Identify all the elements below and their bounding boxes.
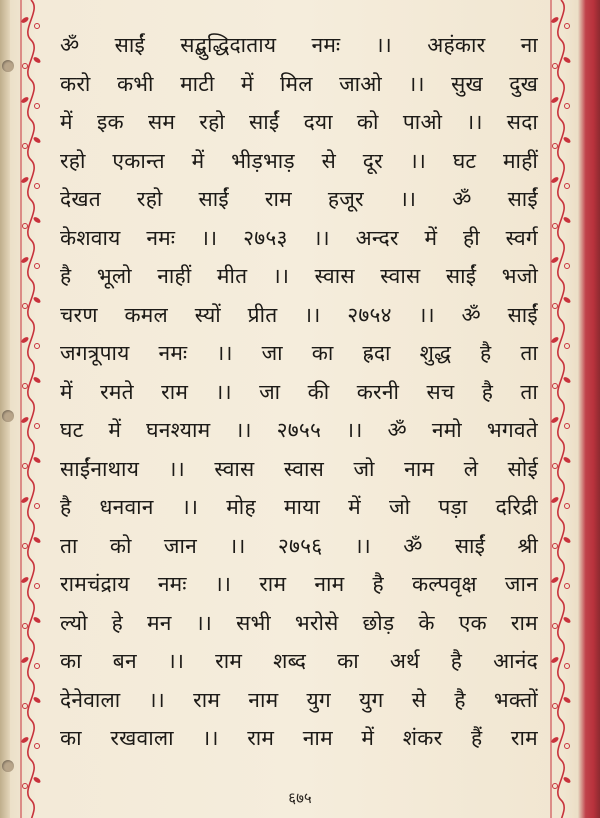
word: शंकर <box>402 726 443 750</box>
word: ।। <box>408 71 425 96</box>
word: है <box>450 649 463 673</box>
word: जा <box>261 341 283 365</box>
word: भरोसे <box>294 610 339 635</box>
word: ले <box>463 456 479 481</box>
word: नाम <box>248 687 279 712</box>
word: ।। <box>215 379 232 404</box>
word: का <box>60 726 82 750</box>
word: बन <box>112 649 137 673</box>
word: स्वास <box>214 456 255 481</box>
word: जगत्रूपाय <box>60 341 130 365</box>
word: हैं <box>470 726 483 750</box>
word: ।। <box>168 456 185 481</box>
word: दया <box>303 110 333 134</box>
word: २७५४ <box>347 302 392 327</box>
text-line <box>60 642 538 681</box>
word: प्रीत <box>247 302 278 327</box>
page-number: ६७५ <box>288 789 312 807</box>
word: में <box>108 418 122 442</box>
text-line <box>60 103 538 142</box>
text-line <box>60 681 538 720</box>
word: मीत <box>216 264 248 288</box>
word: भूलो <box>96 264 132 288</box>
word: ।। <box>418 302 435 327</box>
word: स्वास <box>314 264 355 288</box>
word: देखत <box>60 187 101 211</box>
word: नमः <box>158 341 188 365</box>
word: २७५३ <box>243 225 288 250</box>
word: पाओ <box>402 110 443 134</box>
text-line <box>60 65 538 104</box>
binding-hole <box>2 410 14 422</box>
word: में <box>60 110 73 134</box>
word: जो <box>353 456 375 481</box>
word: जान <box>504 572 538 596</box>
word: हे <box>111 610 124 635</box>
word: सुख <box>451 71 483 96</box>
left-ornamental-border <box>18 0 44 818</box>
word: राम <box>161 379 189 404</box>
word: युग <box>359 687 384 712</box>
word: ॐ <box>60 33 80 57</box>
word: अर्थ <box>389 649 420 673</box>
word: ।। <box>214 572 232 596</box>
word: माहीं <box>503 148 538 173</box>
word: राम <box>264 187 292 211</box>
word: ल्यो <box>60 610 88 635</box>
word: में <box>60 379 73 404</box>
word: ॐ <box>461 302 481 327</box>
word: साईं <box>114 33 145 57</box>
word: से <box>321 148 336 173</box>
word: स्वास <box>283 456 324 481</box>
word: स्वास <box>380 264 421 288</box>
word: में <box>361 726 375 750</box>
word: का <box>337 649 359 673</box>
word: एक <box>458 610 487 635</box>
word: ही <box>463 225 480 250</box>
text-line <box>60 411 538 450</box>
word: ।। <box>229 533 246 558</box>
word: है <box>480 341 492 365</box>
word: ह्रदा <box>362 341 391 365</box>
word: ।। <box>399 187 417 211</box>
word: शुद्ध <box>419 341 452 365</box>
word: राम <box>215 649 243 673</box>
word: में <box>191 148 205 173</box>
word: ।। <box>409 148 427 173</box>
word: देनेवाला <box>60 687 121 712</box>
word: शब्द <box>273 649 307 673</box>
word: कभी <box>116 71 154 96</box>
word: ता <box>520 341 538 365</box>
word: ॐ <box>403 533 423 558</box>
word: अन्दर <box>355 225 399 250</box>
word: ता <box>60 533 78 558</box>
word: सोई <box>507 456 538 481</box>
word: का <box>60 649 82 673</box>
word: जो <box>389 495 411 519</box>
text-line <box>60 450 538 489</box>
word: से <box>411 687 427 712</box>
word: भीड़भाड़ <box>231 148 295 173</box>
word: करनी <box>356 379 400 404</box>
word: को <box>109 533 132 558</box>
word: साईं <box>198 187 229 211</box>
word: हजूर <box>327 187 364 211</box>
word: ।। <box>354 533 371 558</box>
word: में <box>348 495 361 519</box>
word: धनवान <box>99 495 154 519</box>
word: करो <box>60 71 91 96</box>
word: ।। <box>167 649 185 673</box>
word: सम <box>147 110 176 134</box>
binding-edge <box>0 0 10 818</box>
text-line <box>60 219 538 258</box>
word: चरण <box>60 302 98 327</box>
word: कमल <box>124 302 168 327</box>
word: दुख <box>509 71 538 96</box>
red-page-edge <box>578 0 600 818</box>
word: ।। <box>375 33 392 57</box>
word: नाम <box>302 726 333 750</box>
word: साईं <box>249 110 280 134</box>
word: भक्तों <box>493 687 538 712</box>
word: है <box>372 572 384 596</box>
word: एकान्त <box>112 148 165 173</box>
word: है <box>60 495 72 519</box>
word: है <box>454 687 466 712</box>
word: सद्बुद्धिदाताय <box>180 33 277 57</box>
word: साईं <box>507 302 538 327</box>
text-line <box>60 565 538 604</box>
text-line <box>60 180 538 219</box>
word: ।। <box>181 495 199 519</box>
word: ता <box>520 379 538 404</box>
word: रहो <box>60 148 86 173</box>
word: राम <box>510 610 538 635</box>
word: कल्पवृक्ष <box>411 572 477 596</box>
text-line <box>60 296 538 335</box>
word: मिल <box>280 71 313 96</box>
word: रामचंद्राय <box>60 572 130 596</box>
word: नाम <box>404 456 435 481</box>
word: रमते <box>100 379 134 404</box>
word: है <box>60 264 72 288</box>
word: आनंद <box>493 649 538 673</box>
word: रखवाला <box>110 726 174 750</box>
text-line <box>60 604 538 643</box>
word: नमः <box>311 33 341 57</box>
word: में <box>240 71 254 96</box>
page-text <box>60 26 538 758</box>
word: राम <box>193 687 221 712</box>
word: जान <box>163 533 197 558</box>
text-line <box>60 26 538 65</box>
word: ।। <box>216 341 233 365</box>
word: सदा <box>506 110 538 134</box>
text-line <box>60 488 538 527</box>
word: ॐ <box>387 418 407 442</box>
word: के <box>418 610 435 635</box>
word: ।। <box>304 302 321 327</box>
word: नमः <box>157 572 187 596</box>
word: ।। <box>466 110 483 134</box>
word: इक <box>96 110 124 134</box>
word: घट <box>452 148 477 173</box>
word: साईं <box>507 187 538 211</box>
binding-hole <box>2 60 14 72</box>
word: साईं <box>454 533 486 558</box>
word: माटी <box>180 71 215 96</box>
word: का <box>311 341 334 365</box>
word: ।। <box>235 418 252 442</box>
text-line <box>60 719 538 758</box>
word: में <box>424 225 438 250</box>
word: घनश्याम <box>146 418 211 442</box>
word: ।। <box>272 264 290 288</box>
word: घट <box>60 418 84 442</box>
word: साईं <box>445 264 477 288</box>
word: है <box>481 379 494 404</box>
word: ।। <box>148 687 165 712</box>
word: ॐ <box>452 187 472 211</box>
word: श्री <box>517 533 538 558</box>
word: की <box>307 379 330 404</box>
word: साईंनाथाय <box>60 456 140 481</box>
word: भगवते <box>486 418 538 442</box>
word: नाहीं <box>157 264 192 288</box>
word: माया <box>283 495 320 519</box>
word: दूर <box>362 148 383 173</box>
word: २७५६ <box>277 533 323 558</box>
word: स्यों <box>194 302 221 327</box>
word: ।। <box>195 610 213 635</box>
word: सभी <box>236 610 271 635</box>
word: ।। <box>313 225 330 250</box>
word: ।। <box>201 225 218 250</box>
word: ।। <box>202 726 219 750</box>
word: ।। <box>346 418 363 442</box>
text-line <box>60 257 538 296</box>
word: स्वर्ग <box>505 225 538 250</box>
binding-hole <box>2 760 14 772</box>
word: सच <box>426 379 455 404</box>
word: अहंकार <box>427 33 486 57</box>
text-line <box>60 373 538 412</box>
word: रहो <box>199 110 225 134</box>
word: को <box>356 110 379 134</box>
text-line <box>60 142 538 181</box>
word: मोह <box>226 495 256 519</box>
word: नमो <box>431 418 462 442</box>
word: दरिद्री <box>495 495 538 519</box>
word: युग <box>306 687 331 712</box>
word: केशवाय <box>60 225 121 250</box>
word: राम <box>510 726 538 750</box>
word: रहो <box>136 187 163 211</box>
word: भजो <box>501 264 538 288</box>
word: पड़ा <box>438 495 468 519</box>
word: राम <box>247 726 275 750</box>
word: नमः <box>146 225 176 250</box>
word: छोड़ <box>362 610 395 635</box>
right-ornamental-border <box>548 0 574 818</box>
text-line <box>60 527 538 566</box>
word: राम <box>259 572 287 596</box>
text-line <box>60 334 538 373</box>
word: ना <box>520 33 538 57</box>
word: नाम <box>314 572 345 596</box>
word: जाओ <box>339 71 382 96</box>
word: मन <box>147 610 172 635</box>
word: जा <box>259 379 281 404</box>
word: २७५५ <box>276 418 322 442</box>
